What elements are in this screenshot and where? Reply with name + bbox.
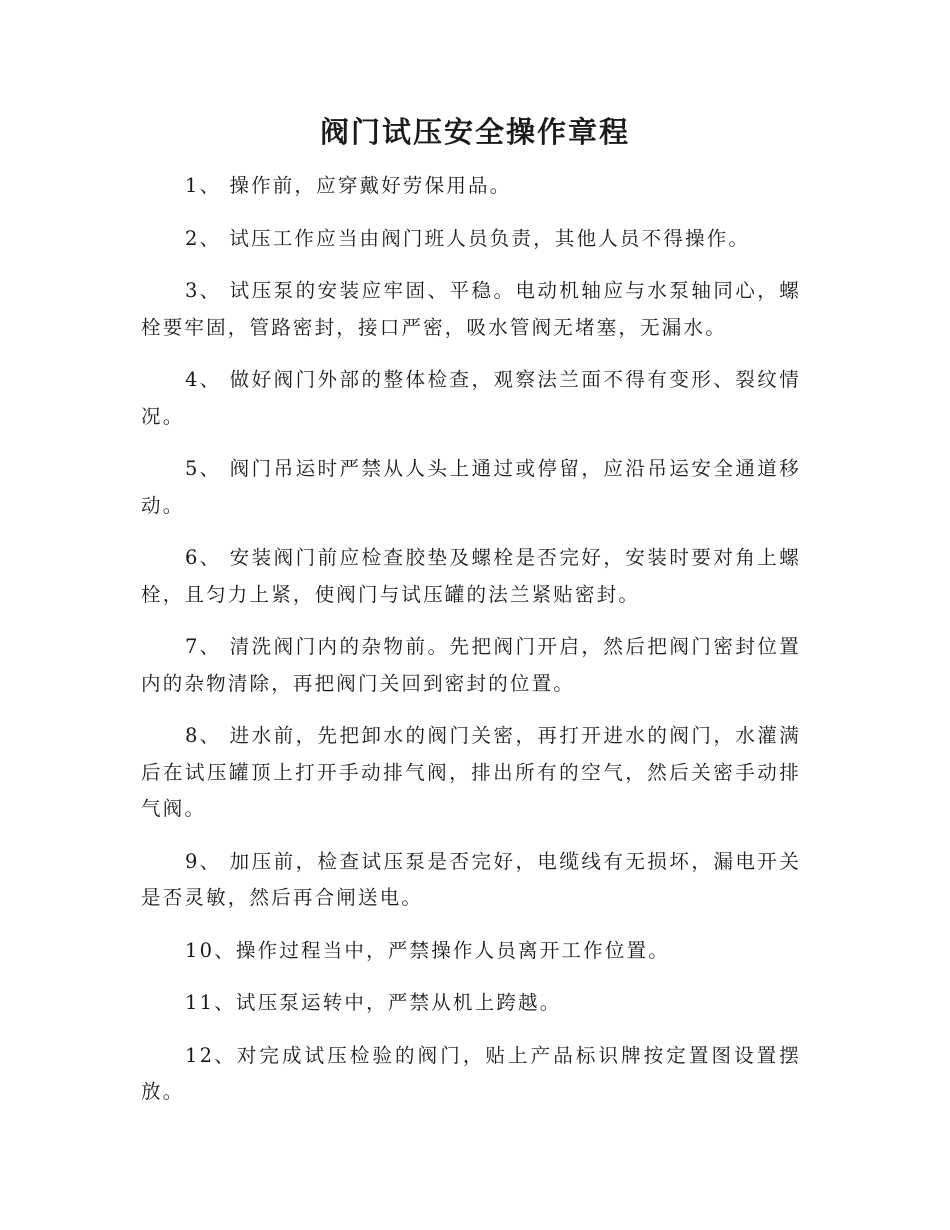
rule-item [141, 540, 801, 613]
rule-number: 5、 [185, 457, 222, 480]
rule-number: 1、 [185, 174, 222, 197]
rule-list [141, 168, 801, 1127]
rule-number: 6、 [185, 546, 222, 569]
rule-item [141, 451, 801, 524]
rule-text: 试压泵运转中，严禁从机上跨越。 [235, 991, 562, 1014]
rule-item [141, 362, 801, 435]
rule-number: 7、 [185, 635, 222, 658]
rule-item [141, 718, 801, 828]
rule-text: 操作过程当中，严禁操作人员离开工作位置。 [235, 938, 670, 962]
rule-text: 操作前，应穿戴好劳保用品。 [229, 174, 512, 197]
rule-item [141, 168, 801, 205]
rule-text: 加压前，检查试压泵是否完好，电缆线有无损坏，漏电开关是否灵敏，然后再合闸送电。 [141, 849, 801, 909]
rule-item [141, 221, 801, 258]
rule-number: 8、 [185, 724, 222, 747]
rule-text: 对完成试压检验的阀门，贴上产品标识牌按定置图设置摆放。 [141, 1043, 801, 1103]
rule-text: 安装阀门前应检查胶垫及螺栓是否完好，安装时要对角上螺栓，且匀力上紧，使阀门与试压罐的法兰紧贴密封。 [141, 546, 801, 606]
rule-item [141, 629, 801, 702]
rule-number: 3、 [185, 279, 222, 302]
rule-text: 做好阀门外部的整体检查，观察法兰面不得有变形、裂纹情况。 [141, 368, 801, 428]
rule-text: 进水前，先把卸水的阀门关密，再打开进水的阀门，水灌满后在试压罐顶上打开手动排气阀，排出所有的空气，然后关密手动排气阀。 [141, 724, 801, 820]
rule-number: 4、 [185, 368, 222, 391]
rule-number: 10、 [185, 938, 236, 962]
rule-item [141, 844, 801, 917]
rule-text: 试压泵的安装应牢固、平稳。电动机轴应与水泵轴同心，螺栓要牢固，管路密封，接口严密，吸水管阀无堵塞，无漏水。 [141, 279, 801, 339]
rule-number: 12、 [185, 1043, 236, 1067]
rule-item [141, 273, 801, 346]
rule-item [141, 933, 801, 970]
rule-text: 试压工作应当由阀门班人员负责，其他人员不得操作。 [229, 226, 751, 250]
rule-number: 11、 [185, 991, 236, 1014]
rule-item [141, 1038, 801, 1111]
rule-item [141, 985, 801, 1022]
rule-text: 阀门吊运时严禁从人头上通过或停留，应沿吊运安全通道移动。 [141, 457, 801, 517]
rule-text: 清洗阀门内的杂物前。先把阀门开启，然后把阀门密封位置内的杂物清除，再把阀门关回到密封的位置。 [141, 635, 801, 695]
rule-number: 9、 [185, 849, 222, 873]
document-title: 阀门试压安全操作章程 [319, 115, 630, 149]
rule-number: 2、 [185, 226, 222, 250]
